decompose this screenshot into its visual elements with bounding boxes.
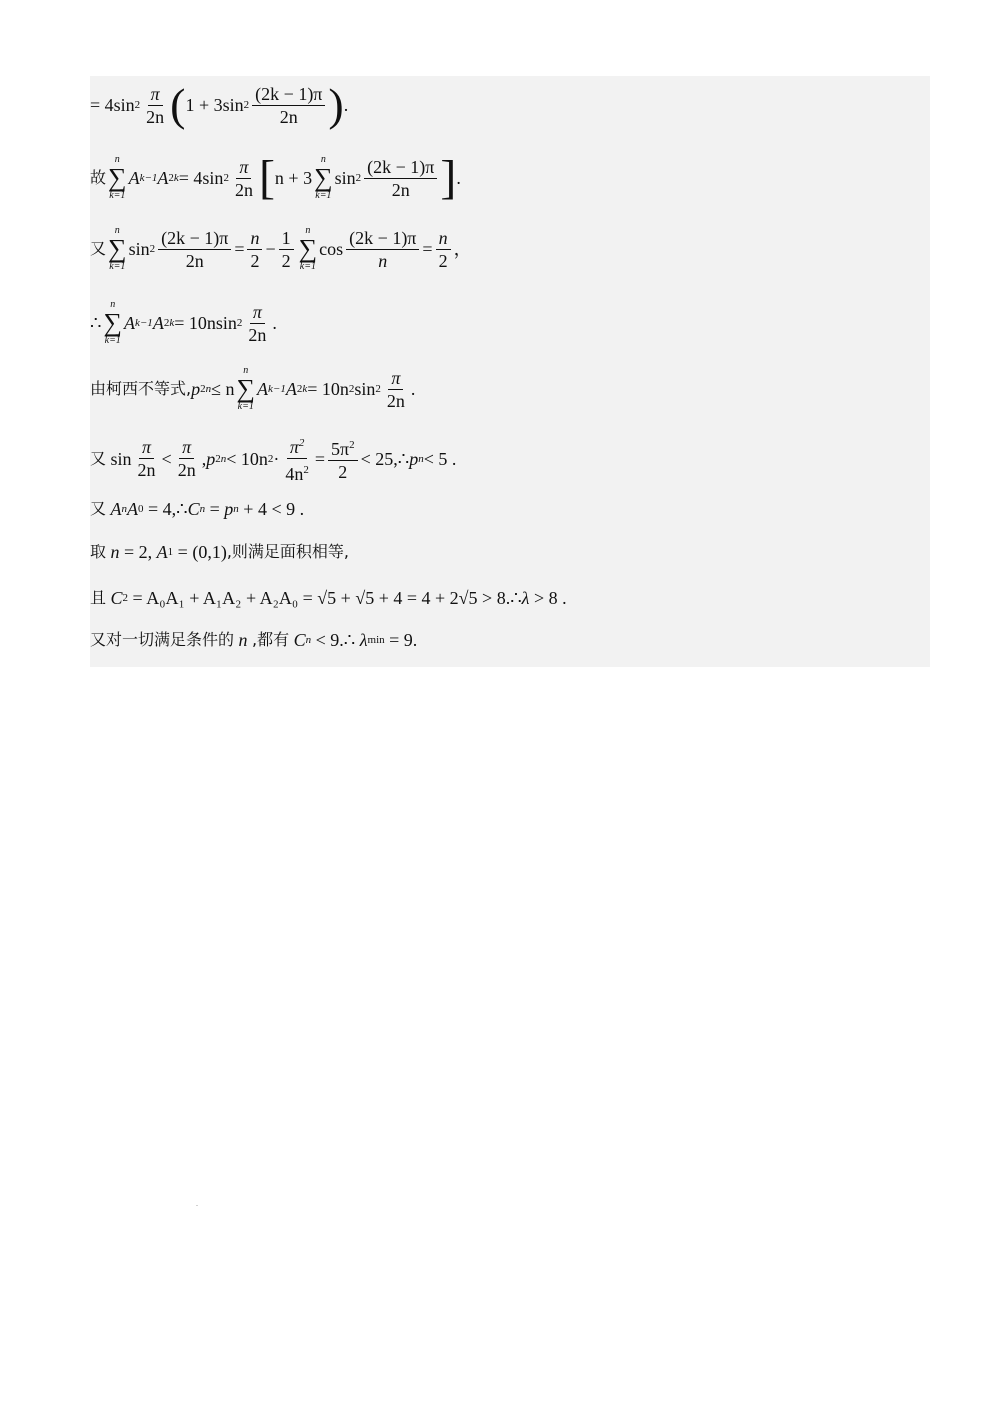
op: = xyxy=(422,239,433,259)
var: n xyxy=(110,542,120,562)
expr: n + 3 xyxy=(274,168,313,188)
text-prefix: 由柯西不等式, xyxy=(90,379,192,398)
fraction xyxy=(328,434,358,483)
therefore-symbol: ∴ xyxy=(90,313,102,333)
var: p xyxy=(409,448,419,469)
fraction xyxy=(384,367,408,412)
text-suffix: ,则满足面积相等, xyxy=(226,542,349,561)
var: A xyxy=(285,379,297,399)
expr: < 10n xyxy=(226,448,268,469)
numerator: π xyxy=(236,156,251,179)
formula-line-2: 故 n ∑ k=1 A k−1 A 2 k = 4sin 2 $\frac{\pi}{2n}$ [ n + 3 n ∑ k=1 sin 2 $\frac{(2k - 1)\pi}{2n}$ ] . xyxy=(90,151,461,204)
func: sin xyxy=(354,379,376,399)
expr: = 4sin xyxy=(178,168,224,188)
sum-symbol: n ∑ k=1 xyxy=(108,225,127,272)
expr: = 10nsin xyxy=(174,313,237,333)
numerator: π xyxy=(250,301,265,324)
sum-symbol: n ∑ k=1 xyxy=(298,225,318,272)
op: · xyxy=(273,448,280,469)
fraction xyxy=(175,436,199,481)
numerator: $\pi^2$ xyxy=(287,432,308,459)
formula-line-10 xyxy=(90,628,417,652)
expr: = 9. xyxy=(389,630,418,650)
formula-line-8 xyxy=(90,540,349,564)
sub: k−1 xyxy=(139,172,158,184)
sub: k xyxy=(173,172,179,184)
numerator: π xyxy=(148,83,163,106)
denominator: 2 xyxy=(281,250,291,271)
fraction xyxy=(247,227,262,272)
sum-upper: n xyxy=(243,365,249,376)
formula-line-3: 又 n ∑ k=1 sin 2 $\frac{(2k - 1)\pi}{2n}$ = $\frac{n}{2}$ − $\frac{1}{2}$ n ∑ k=1 cos $\frac{(2k - 1)\pi}{n}$ = $\frac{n}{2}$ ， xyxy=(90,225,472,272)
text-prefix: 又 xyxy=(90,448,107,468)
var: λ xyxy=(359,630,368,650)
numerator-text: π xyxy=(289,437,299,457)
formula-line-4: ∴ n ∑ k=1 A k−1 A 2 k = 10nsin 2 $\frac{\pi}{2n}$ . xyxy=(90,299,277,346)
op: − xyxy=(265,239,276,259)
sub: n xyxy=(418,452,424,465)
text-prefix: 又 xyxy=(90,499,107,518)
punct: . xyxy=(343,95,349,115)
sum-symbol: n ∑ k=1 xyxy=(103,299,122,346)
denominator: 2n xyxy=(234,179,253,200)
fraction xyxy=(279,227,294,272)
denominator: 2 xyxy=(338,462,348,482)
expr: = 4,∴ xyxy=(148,499,188,519)
text-prefix: 故 xyxy=(90,168,107,187)
op: = xyxy=(234,239,245,259)
sub: n xyxy=(199,503,206,515)
sum-lower: k=1 xyxy=(109,261,126,272)
func: sin xyxy=(110,448,132,469)
text-prefix: 又 xyxy=(90,239,107,258)
fraction xyxy=(232,156,256,201)
expr: ≤ n xyxy=(211,379,235,399)
expr: = 4sin xyxy=(90,95,135,115)
numerator: n xyxy=(247,227,262,250)
expr: < 25,∴ xyxy=(360,448,410,469)
sub: n xyxy=(205,383,212,395)
expr: = 2, xyxy=(124,542,153,562)
text-middle: ,都有 xyxy=(252,630,290,649)
var: C xyxy=(187,499,200,519)
sub: 1 xyxy=(167,546,174,558)
sub: n xyxy=(233,503,239,515)
var: n xyxy=(238,630,248,650)
solution-block xyxy=(90,76,930,667)
punct: ， xyxy=(453,239,472,259)
formula-line-7 xyxy=(90,497,304,521)
sub: n xyxy=(220,452,227,465)
sub: k−1 xyxy=(268,383,286,395)
sub: k xyxy=(169,317,175,329)
numerator: (2k − 1)π xyxy=(252,83,325,106)
op: < xyxy=(161,448,172,469)
sum-lower: k=1 xyxy=(315,190,332,201)
denominator: 2n xyxy=(391,179,410,200)
text-prefix: 取 xyxy=(90,542,107,561)
formula-line-9 xyxy=(90,586,567,610)
func: sin xyxy=(128,239,150,259)
expr: < 9.∴ xyxy=(315,630,356,650)
expr: = 10n xyxy=(307,379,349,399)
numerator: π xyxy=(388,367,403,390)
sum-symbol: n ∑ k=1 xyxy=(236,365,256,412)
numerator: (2k − 1)π xyxy=(364,156,437,179)
punct: . xyxy=(451,448,457,469)
expr: + 4 < 9 xyxy=(243,499,296,519)
denominator: n xyxy=(378,250,388,271)
denominator: 2n xyxy=(185,250,204,271)
fraction xyxy=(158,227,231,272)
expr: < 5 xyxy=(423,448,448,469)
numerator: (2k − 1)π xyxy=(346,227,419,250)
punct: . xyxy=(272,313,277,333)
sub: min xyxy=(367,634,385,646)
denominator: 2n xyxy=(137,460,156,480)
left-paren: ( xyxy=(170,79,186,130)
expr: = A₀A₁ + A₁A₂ + A₂A₀ = √5 + √5 + 4 = 4 + 2√5 > 8.∴ xyxy=(132,588,522,608)
footer-mark: . xyxy=(196,1199,198,1208)
fraction xyxy=(135,436,159,481)
sub: k xyxy=(302,383,308,395)
numerator: (2k − 1)π xyxy=(158,227,231,250)
numerator-text: 5π xyxy=(331,439,350,459)
var: p xyxy=(206,448,216,469)
right-bracket: ] xyxy=(440,151,457,204)
punct: . xyxy=(410,379,416,399)
denominator: 2 xyxy=(438,250,448,271)
var: A xyxy=(128,168,140,188)
func: sin xyxy=(334,168,356,188)
var: A xyxy=(110,499,122,519)
fraction xyxy=(436,227,451,272)
sub: 0 xyxy=(138,503,144,515)
denominator: 2n xyxy=(248,324,267,345)
sub: k−1 xyxy=(135,317,153,329)
text-prefix: 又对一切满足条件的 xyxy=(90,630,235,649)
sum-lower: k=1 xyxy=(237,401,254,412)
punct: . xyxy=(299,499,305,519)
sub: n xyxy=(121,503,128,515)
numerator: n xyxy=(436,227,451,250)
formula-line-1: = 4sin 2 $\frac{\pi}{2n}$ ( 1 + 3sin 2 $\frac{(2k - 1)\pi}{2n}$ ) . xyxy=(90,79,349,130)
var: A xyxy=(124,313,135,333)
fraction xyxy=(252,83,325,128)
punct: . xyxy=(456,168,461,188)
var: A xyxy=(127,499,139,519)
fraction xyxy=(364,156,437,201)
left-bracket: [ xyxy=(258,151,275,204)
sum-upper: n xyxy=(305,225,311,236)
expr: = (0,1) xyxy=(177,542,227,562)
numerator: π xyxy=(179,436,194,459)
sum-symbol: n ∑ k=1 xyxy=(314,154,333,201)
var: p xyxy=(224,499,234,519)
sum-lower: k=1 xyxy=(299,261,316,272)
func: cos xyxy=(319,239,344,259)
var: A xyxy=(156,542,168,562)
sum-lower: k=1 xyxy=(104,335,121,346)
var: λ xyxy=(521,588,530,608)
var: p xyxy=(191,379,201,399)
fraction xyxy=(346,227,419,272)
var: A xyxy=(152,313,164,333)
sum-upper: n xyxy=(110,299,116,310)
var: A xyxy=(157,168,169,188)
numerator: 1 xyxy=(279,227,294,250)
denominator: $4n^2$ xyxy=(285,464,309,484)
fraction xyxy=(143,83,167,128)
fraction xyxy=(282,432,312,485)
sum-lower: k=1 xyxy=(109,190,126,201)
sum-upper: n xyxy=(114,154,120,165)
denominator: 2n xyxy=(279,106,298,127)
var: C xyxy=(293,630,306,650)
var: C xyxy=(110,588,123,608)
sum-upper: n xyxy=(114,225,120,236)
expr: > 8 xyxy=(533,588,558,608)
fraction xyxy=(245,301,269,346)
numerator: $5\pi^2$ xyxy=(328,434,358,461)
op: = xyxy=(209,499,220,519)
formula-line-6: 又 sin $\frac{\pi}{2n}$ < $\frac{\pi}{2n}$ , p 2 n < 10n 2 · $\frac{\pi^2}{4n^2}$ = $\frac{5\pi^2}{2}$ < 25,∴ p n < 5 . xyxy=(90,432,456,485)
var: A xyxy=(257,379,269,399)
denominator: 2n xyxy=(146,106,165,127)
sum-upper: n xyxy=(320,154,326,165)
numerator: π xyxy=(139,436,154,459)
denominator: 2 xyxy=(250,250,260,271)
punct: , xyxy=(201,448,207,469)
formula-line-5: 由柯西不等式, p 2 n ≤ n n ∑ k=1 A k−1 A 2 k = 10n 2 sin 2 $\frac{\pi}{2n}$ . xyxy=(90,365,416,412)
right-paren: ) xyxy=(328,79,344,130)
denominator-text: 4n xyxy=(285,464,304,484)
text-prefix: 且 xyxy=(90,588,107,607)
punct: . xyxy=(562,588,567,608)
denominator: 2n xyxy=(177,460,196,480)
sub: n xyxy=(305,634,312,646)
op: = xyxy=(314,448,325,469)
denominator: 2n xyxy=(386,390,405,411)
expr: 1 + 3sin xyxy=(185,95,244,115)
sum-symbol: n ∑ k=1 xyxy=(108,154,127,201)
sub: 2 xyxy=(122,592,129,604)
